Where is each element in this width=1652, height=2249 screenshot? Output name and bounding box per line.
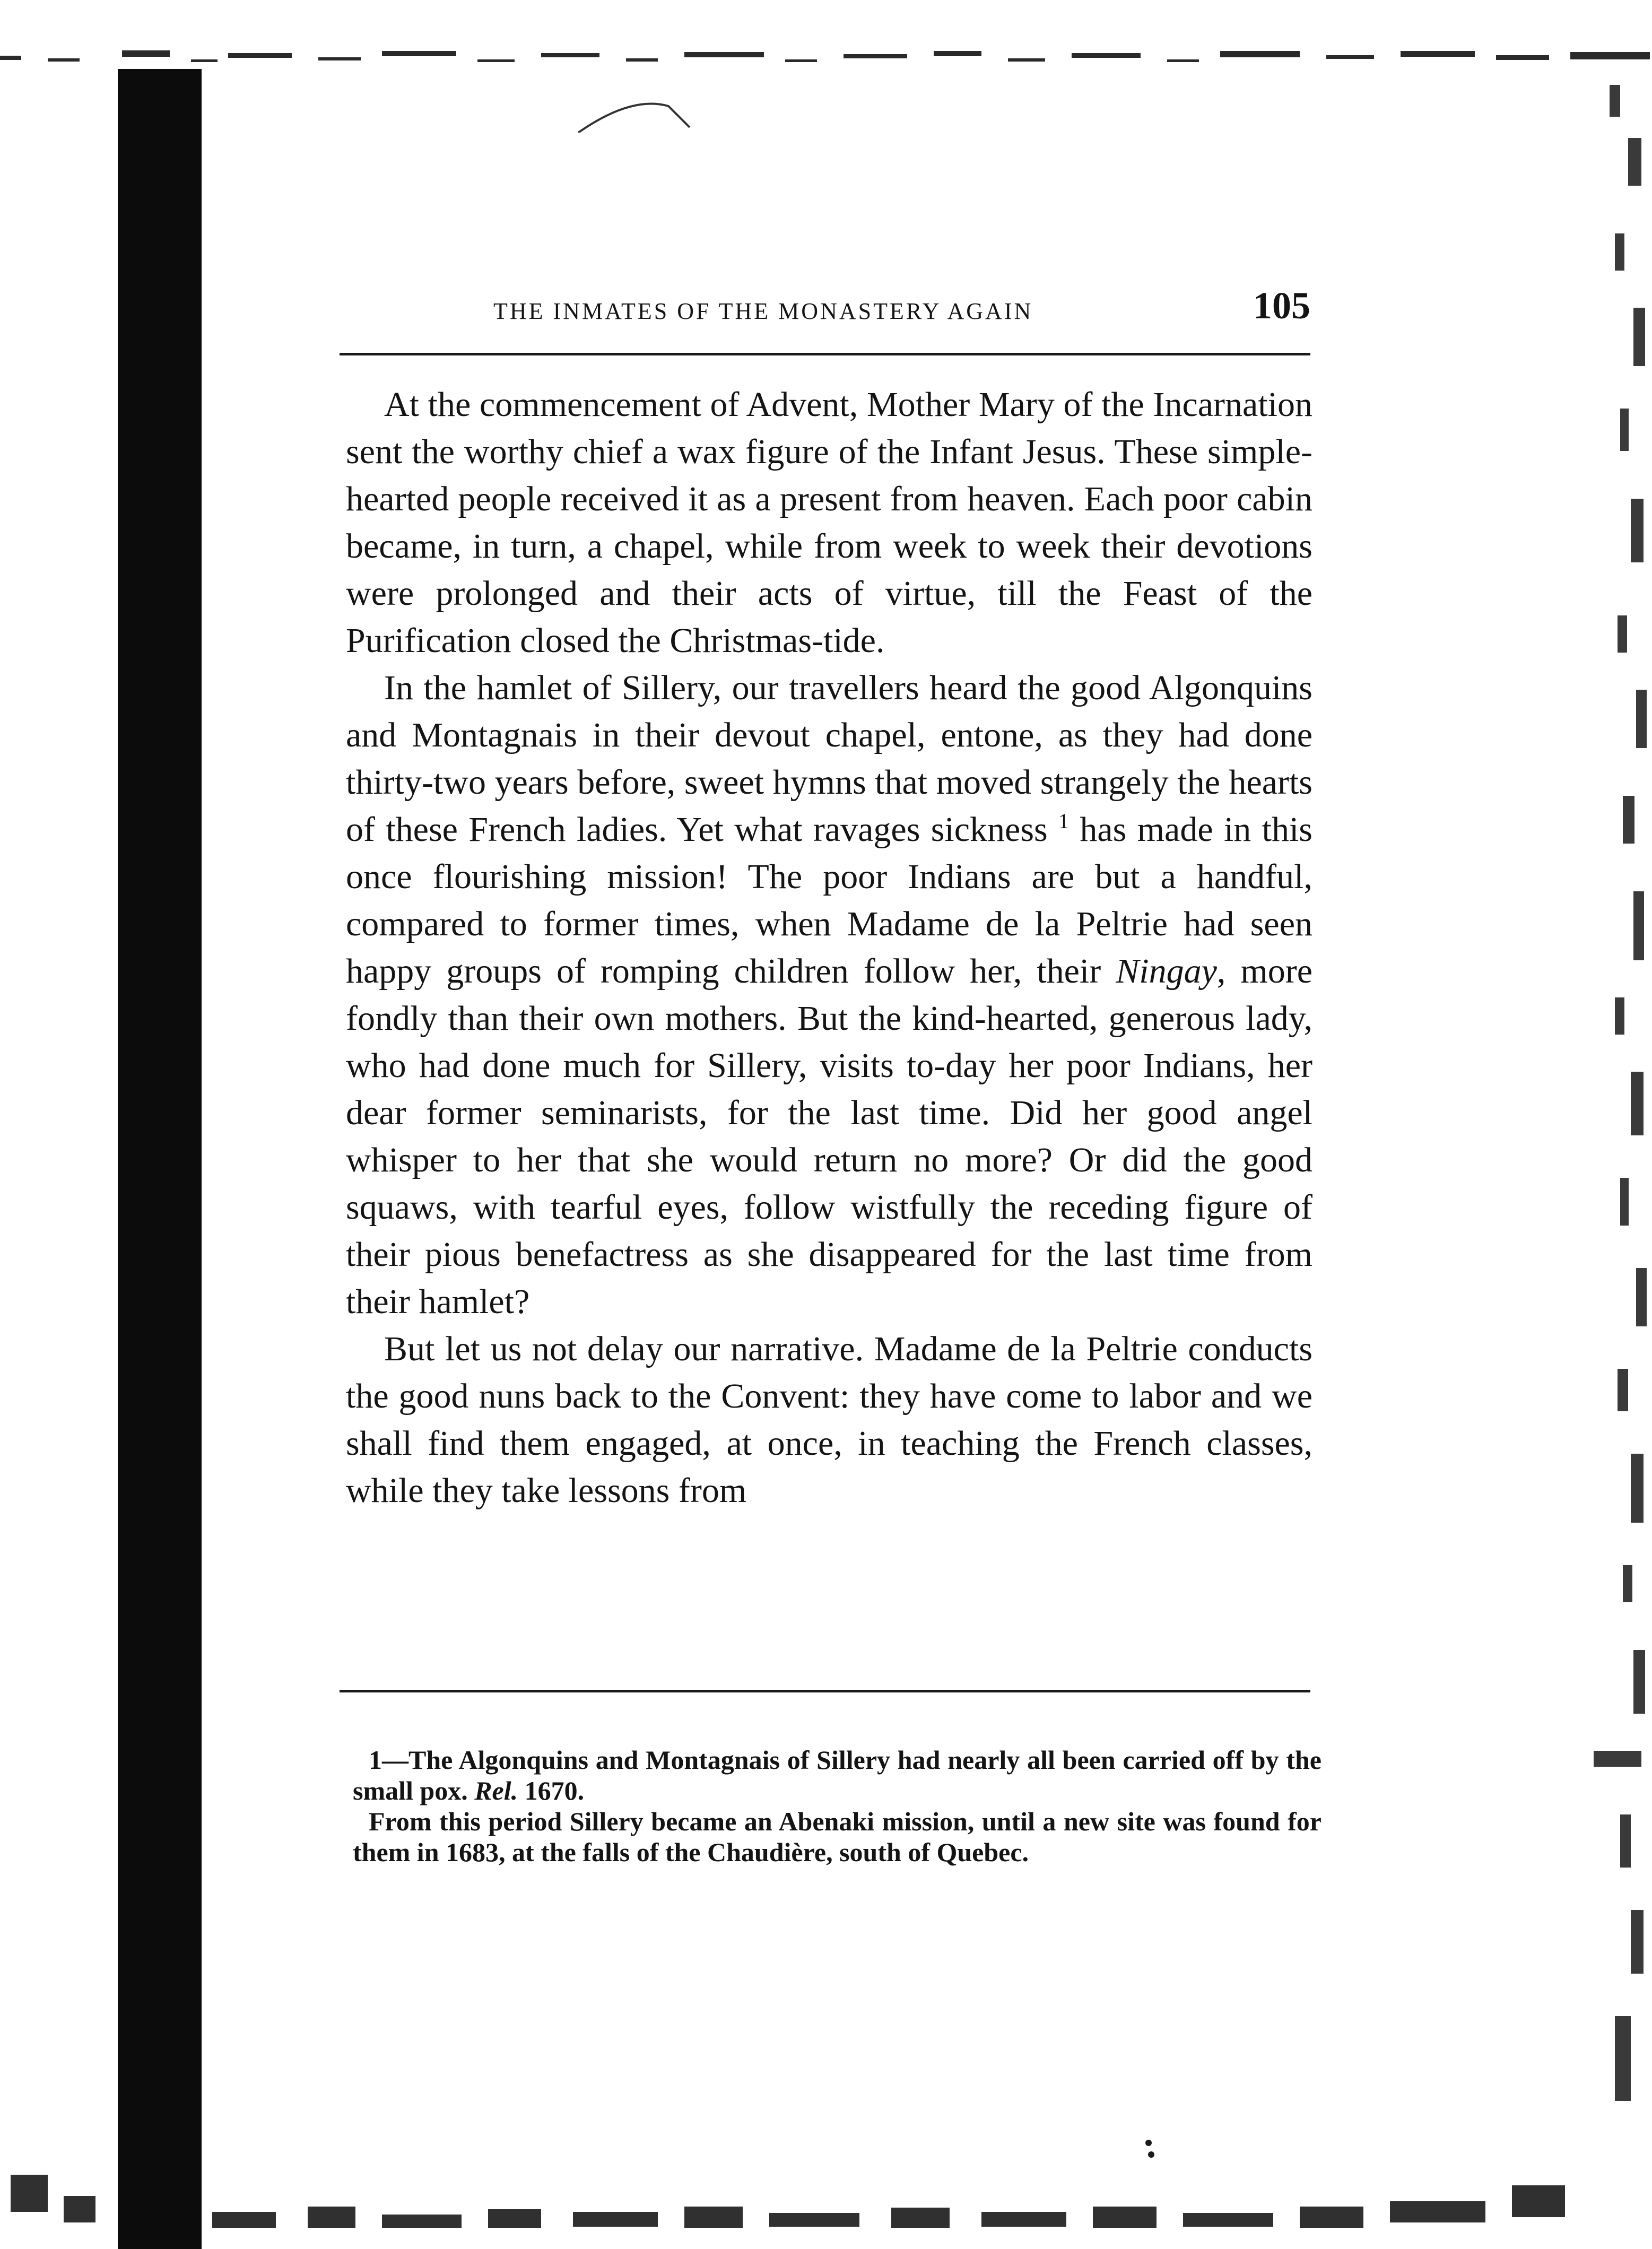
footnote: From this period Sillery became an Abenaki mission, until a new site was found for them in 1683, at the falls of the Chaudière, south of Quebec.	[353, 1807, 1321, 1867]
footnote-reference: 1	[1058, 809, 1070, 833]
scan-noise-right	[1530, 64, 1652, 2133]
paragraph: At the commencement of Advent, Mother Mary of the Incarnation sent the worthy chief a wax figure of the Infant Jesus. These simple-hearted people received it as a present from heaven. Each poor cabin became, in turn, a chapel, while from week to week their devotions were prolonged and their acts of virtue, till the Feast of the Purification closed the Christmas-tide.	[346, 385, 1312, 660]
footnotes	[353, 1744, 1321, 1868]
main-text	[346, 381, 1312, 1514]
text-segment: 1670.	[518, 1776, 585, 1805]
footnote	[353, 1744, 1321, 1806]
running-title: THE INMATES OF THE MONASTERY AGAIN	[493, 298, 1033, 324]
paragraph	[346, 664, 1312, 1325]
italic-citation: Rel.	[474, 1776, 518, 1805]
scan-noise-bottom	[0, 2122, 1652, 2249]
text-segment: 1—The Algonquins and Montagnais of Sillery had nearly all been carried off by the small pox.	[353, 1745, 1321, 1805]
page-number: 105	[1253, 284, 1310, 327]
paragraph: But let us not delay our narrative. Madame de la Peltrie conducts the good nuns back to the Convent: they have come to labor and we shall find them engaged, at once, in teaching the French classes, while they take lessons from	[346, 1330, 1312, 1510]
text-segment: has made in this once flourishing mission! The poor Indians are but a handful, compared to former times, when Madame de la Peltrie had seen happy groups of romping children follow her, their	[346, 810, 1312, 991]
header-rule	[340, 353, 1310, 355]
scan-noise-top	[0, 0, 1652, 133]
footnote-rule	[340, 1690, 1310, 1692]
page-header	[340, 284, 1310, 342]
text-segment: In the hamlet of Sillery, our travellers heard the good Algonquins and Montagnais in their devout chapel, entone, as they had done thirty-two years before, sweet hymns that moved strangely the hearts of these French ladies. Yet what ravages sickness	[346, 668, 1312, 849]
italic-term: Ningay	[1116, 952, 1217, 991]
binding-edge-shadow	[118, 69, 202, 2249]
text-segment: , more fondly than their own mothers. But the kind-hearted, generous lady, who had done much for Sillery, visits to-day her poor Indians, her dear former seminarists, for the last time. Did her good angel whisper to her that she would return no more? Or did the good squaws, with tearful eyes, follow wistfully the receding figure of their pious benefactress as she disappeared for the last time from their hamlet?	[346, 952, 1312, 1321]
